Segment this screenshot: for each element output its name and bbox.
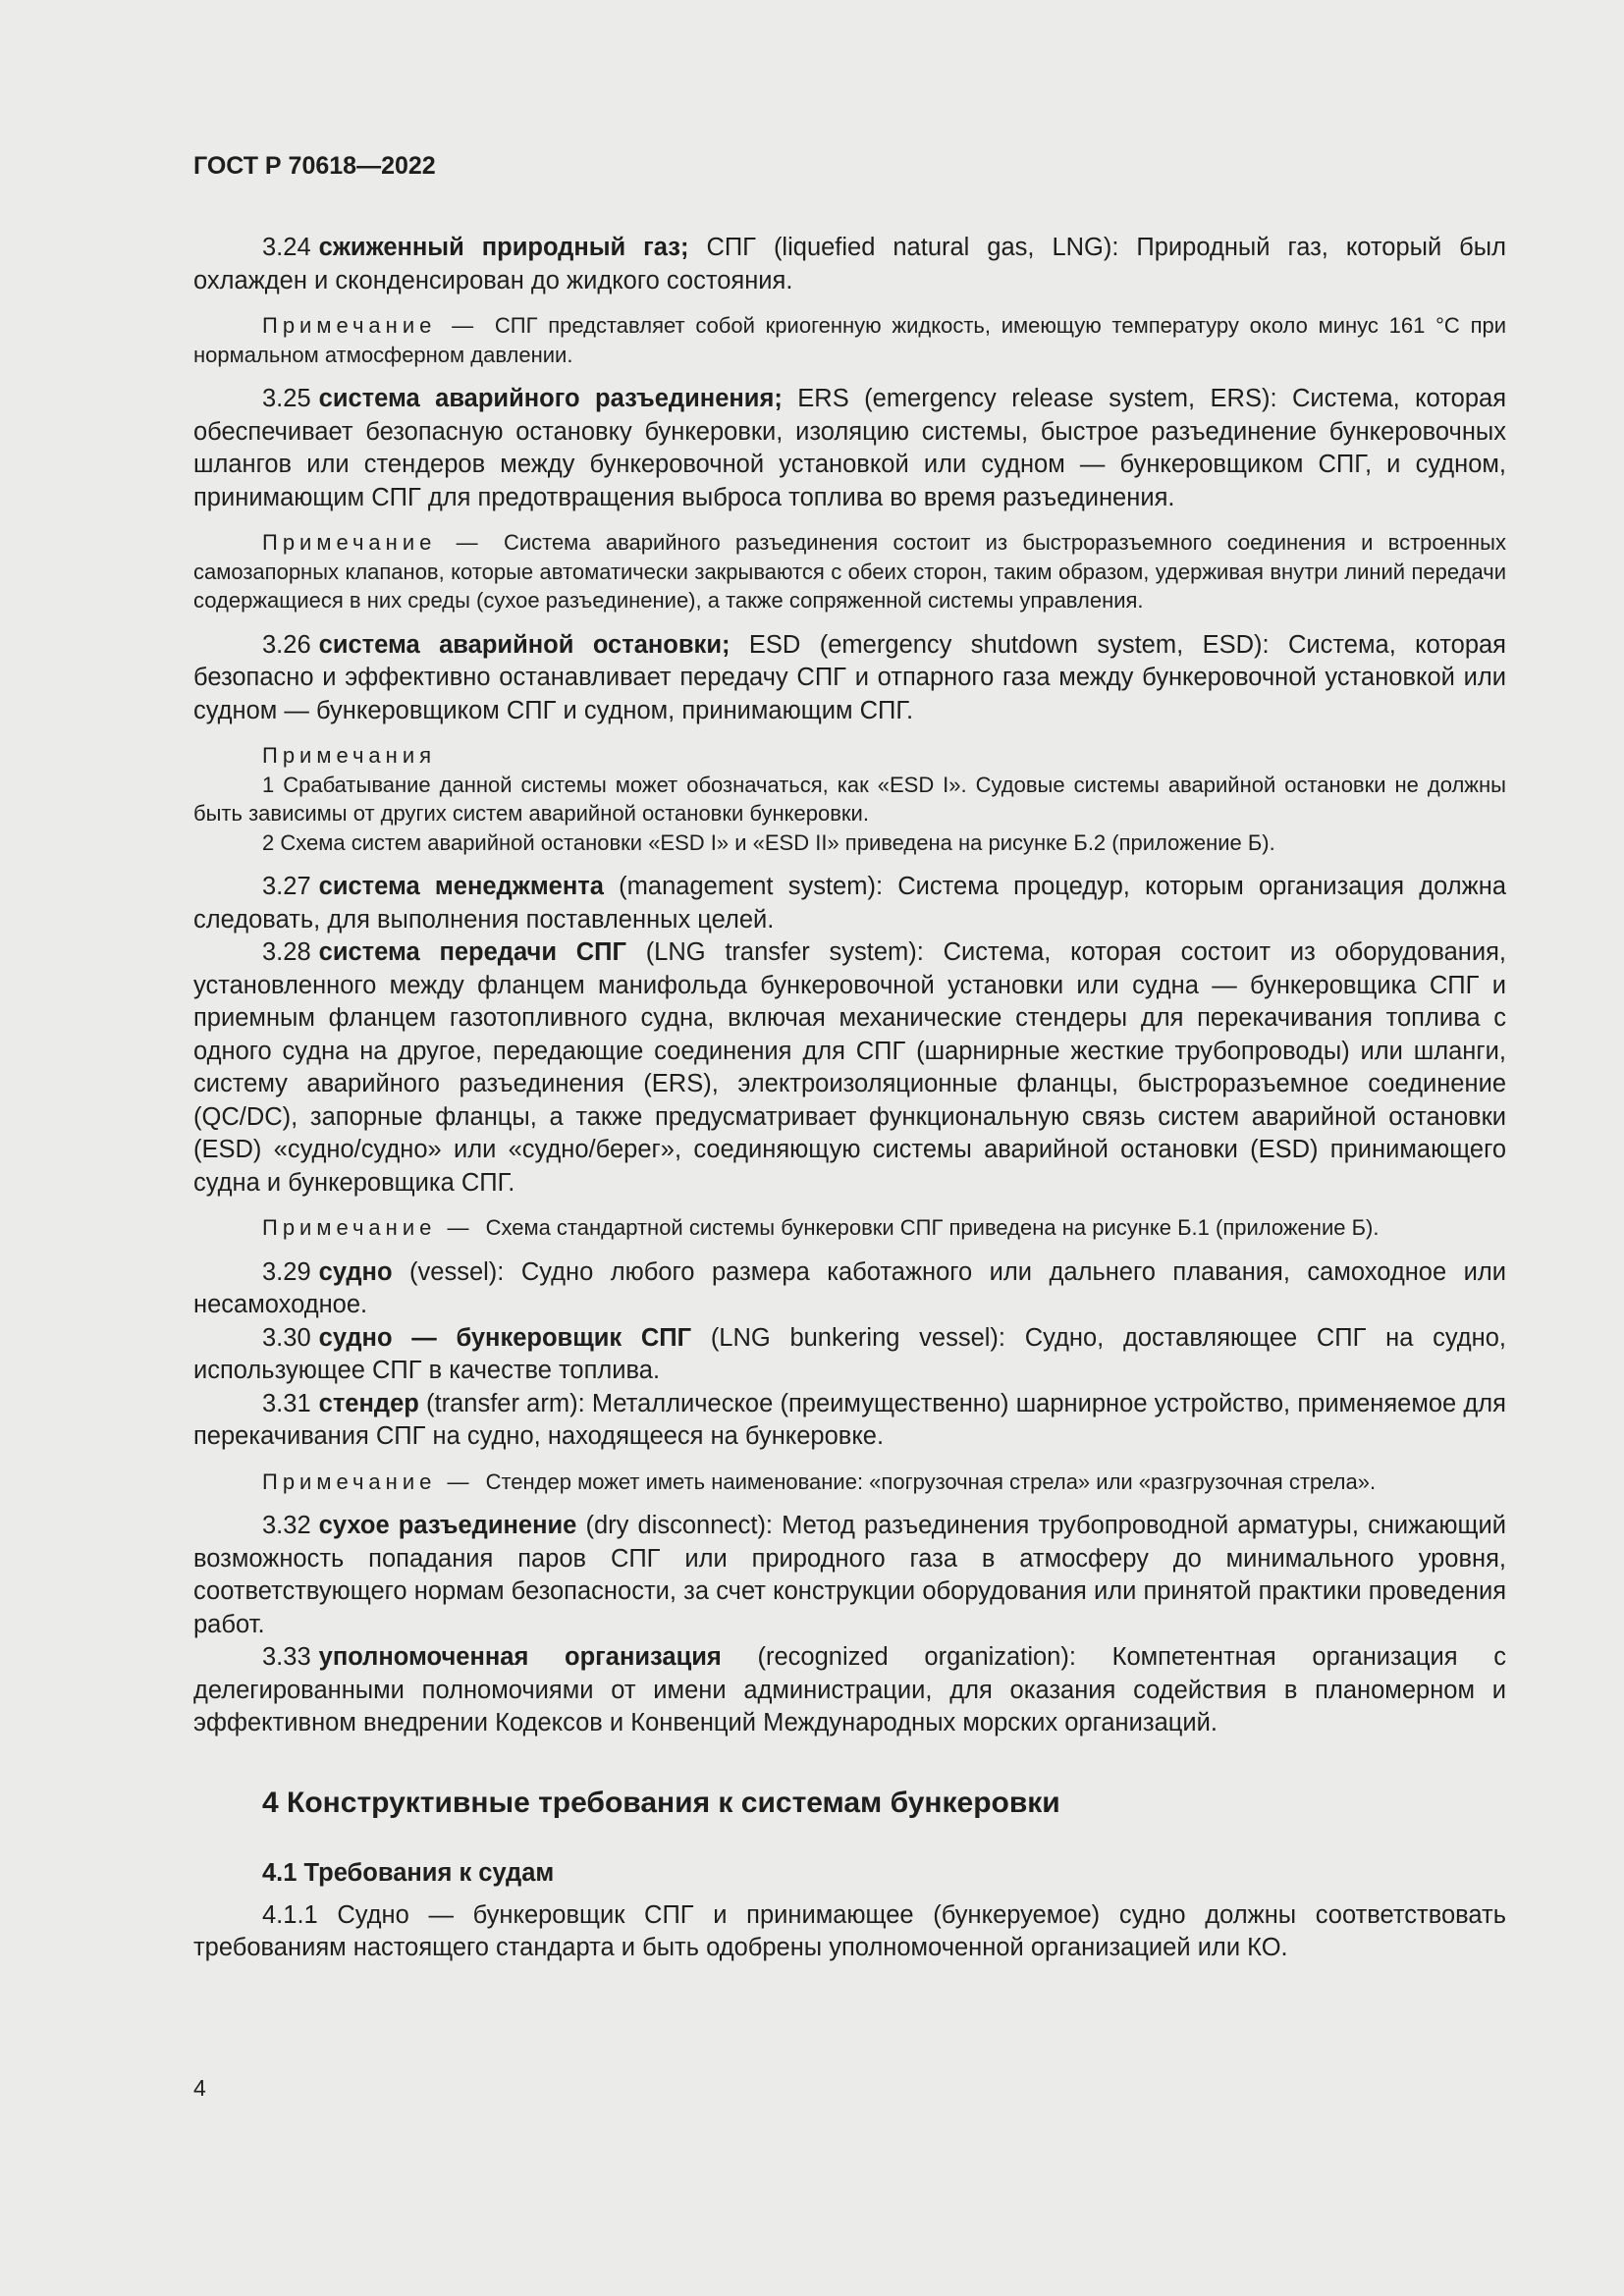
note-label: Примечание — [262,1468,474,1494]
note-label: Примечание — [262,1215,474,1240]
note-3-28 [193,1213,1506,1243]
entry-number: 3.32 [262,1512,311,1539]
entry-3-29 [193,1256,1506,1322]
note-item-2: 2 Схема систем аварийной остановки «ESD I» и «ESD II» приведена на рисунке Б.2 (приложение Б). [262,829,1275,855]
entry-number: 3.30 [262,1323,311,1352]
note-text: СПГ представляет собой криогенную жидкость, имеющую температуру около минус 161 °С при нормальном атмосферном давлении. [193,313,1507,367]
entry-number: 3.31 [262,1389,311,1417]
paragraph-4-1-1: 4.1.1 Судно — бункеровщик СПГ и принимающее (бункеруемое) судно должны соответствовать требованиям настоящего стандарта и быть одобрены уполномоченной организацией или КО. [193,1900,1506,1961]
entry-number: 3.26 [262,630,311,659]
note-3-24 [193,311,1506,369]
entry-3-33 [193,1641,1506,1740]
entry-3-31 [193,1388,1506,1454]
entry-definition: (management system): Система процедур, которым организация должна следовать, для выполнения поставленных целей. [193,873,1507,934]
entry-term: система менеджмента [318,873,604,900]
entry-number: 3.24 [262,234,311,261]
entry-definition: (LNG transfer system): Система, которая состоит из оборудования, установленного между фланцем манифольда бункеровочной установки или судна — бункеровщика СПГ и приемным фланцем газотопливного судна, включая механические стендеры для перекачивания топлива с одного судна на другое, передающие соединения для СПГ (шарнирные жесткие трубопроводы) или шланги, систему аварийного разъединения (ERS), электроизоляционные фланцы, быстроразъемное соединение (QC/DC), запорные фланцы, а также предусматривает функциональную связь систем аварийной остановки (ESD) «судно/судно» или «судно/берег», соединяющую системы аварийной остановки (ESD) принимающего судна и бункеровщика СПГ. [193,938,1506,1197]
entry-term: система аварийной остановки; [318,630,731,659]
entry-term: судно — бункеровщик СПГ [318,1323,692,1352]
entry-number: 3.28 [262,938,311,966]
entry-term: уполномоченная организация [318,1643,722,1671]
entry-3-25 [193,383,1506,514]
entry-term: сжиженный природный газ; [318,234,689,261]
note-3-31 [193,1468,1506,1497]
note-label: Примечание — [262,313,479,338]
entry-3-24 [193,232,1506,297]
entry-term: система передачи СПГ [318,938,626,966]
entry-3-28 [193,936,1506,1200]
entry-3-30 [193,1322,1506,1388]
entry-3-27 [193,871,1506,936]
note-text: Стендер может иметь наименование: «погрузочная стрела» или «разгрузочная стрела». [485,1468,1377,1494]
entry-number: 3.33 [262,1643,311,1671]
entry-3-32 [193,1510,1506,1641]
entry-definition: ERS (emergency release system, ERS): Система, которая обеспечивает безопасную остановку бункеровки, изоляцию системы, быстрое разъединение бункеровочных шлангов или стендеров между бункеровочной установкой или судном — бункеровщиком СПГ, и судном, принимающим СПГ для предотвращения выброса топлива во время разъединения. [193,385,1506,511]
entry-number: 3.27 [262,873,311,900]
entry-definition: (transfer arm): Металлическое (преимущественно) шарнирное устройство, применяемое для перекачивания СПГ на судно, находящееся на бункеровке. [193,1389,1506,1450]
entry-number: 3.29 [262,1257,311,1286]
note-label: Примечание — [262,530,483,555]
document-header: ГОСТ Р 70618—2022 [193,152,436,180]
section-heading: 4 Конструктивные требования к системам бункеровки [262,1786,1060,1819]
entry-term: стендер [318,1389,419,1417]
entry-term: сухое разъединение [318,1512,577,1539]
entry-definition: (vessel): Судно любого размера каботажного или дальнего плавания, самоходное или несамоходное. [193,1257,1506,1318]
entry-definition: ESD (emergency shutdown system, ESD): Система, которая безопасно и эффективно останавливает передачу СПГ и отпарного газа между бункеровочной установкой или судном — бункеровщиком СПГ и судном, принимающим СПГ. [193,630,1506,724]
entry-number: 3.25 [262,385,311,412]
notes-3-26 [193,741,1506,857]
entry-term: судно [318,1257,393,1286]
entry-3-26 [193,629,1506,728]
note-item-1: 1 Срабатывание данной системы может обозначаться, как «ESD I». Судовые системы аварийной остановки не должны быть зависимы от других систем аварийной остановки бункеровки. [193,772,1506,826]
note-3-25 [193,528,1506,615]
notes-title: Примечания [262,743,437,768]
entry-term: система аварийного разъединения; [318,385,783,412]
note-text: Схема стандартной системы бункеровки СПГ приведена на рисунке Б.1 (приложение Б). [485,1215,1380,1240]
entry-definition: СПГ (liquefied natural gas, LNG): Природный газ, который был охлажден и сконденсирован до жидкого состояния. [193,234,1506,294]
entry-definition: (dry disconnect): Метод разъединения трубопроводной арматуры, снижающий возможность попадания паров СПГ или природного газа в атмосферу до минимального уровня, соответствующего нормам безопасности, за счет конструкции оборудования или принятой практики проведения работ. [193,1512,1507,1638]
subsection-heading: 4.1 Требования к судам [262,1858,555,1887]
entry-definition: (recognized organization): Компетентная организация с делегированными полномочиями от имени администрации, для оказания содействия в планомерном и эффективном внедрении Кодексов и Конвенций Международных морских организаций. [193,1643,1506,1736]
note-text: Система аварийного разъединения состоит из быстроразъемного соединения и встроенных самозапорных клапанов, которые автоматически закрываются с обеих сторон, таким образом, удерживая внутри линий передачи содержащиеся в них среды (сухое разъединение), а также сопряженной системы управления. [193,530,1506,613]
page-number: 4 [193,2075,206,2101]
entry-definition: (LNG bunkering vessel): Судно, доставляющее СПГ на судно, использующее СПГ в качестве топлива. [193,1323,1506,1384]
